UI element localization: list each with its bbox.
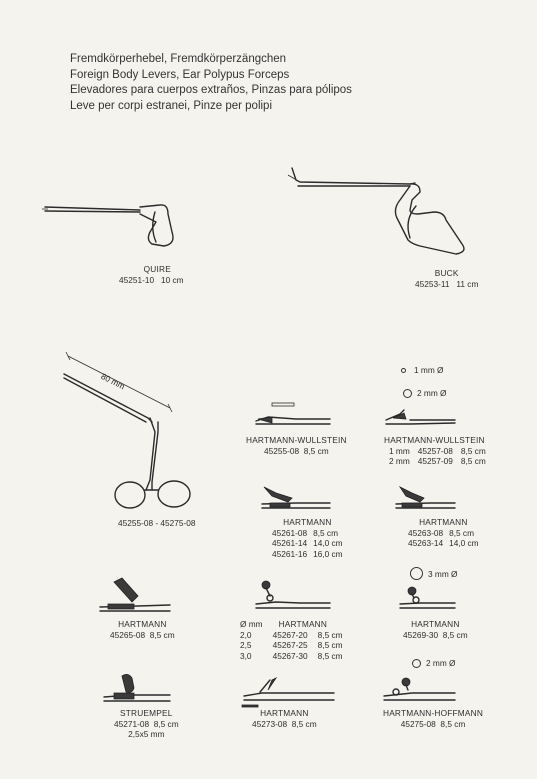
diameter-3mm-label: 3 mm Ø: [428, 568, 458, 579]
hartmann-1-caption: [272, 517, 343, 559]
h5-length: 8,5 cm: [442, 629, 468, 640]
diameter-2mm-label: 2 mm Ø: [417, 388, 447, 398]
struempel-tip: [104, 674, 170, 701]
hartmann-tip-2: [396, 487, 455, 508]
hw2-row1-code: 45257-08: [417, 445, 453, 456]
hw1-code: 45255-08: [264, 445, 300, 456]
title-german: Fremdkörperhebel, Fremdkörperzängchen: [70, 53, 287, 65]
h4-row3-length: 8,5 cm: [317, 650, 343, 661]
diameter-2mm-b-label: 2 mm Ø: [426, 658, 456, 668]
hartmann-wullstein-2-caption: [383, 435, 486, 467]
h6-code: 45273-08: [252, 718, 288, 729]
hartmann-tip-4: [256, 581, 330, 608]
scissor-range-caption: 45255-08 - 45275-08: [118, 518, 196, 528]
hw2-row2-size: 2 mm: [389, 456, 410, 467]
h3-code: 45265-08: [110, 629, 146, 640]
h1-name: HARTMANN: [283, 517, 332, 527]
h1-row3-length: 16,0 cm: [313, 548, 343, 559]
hw1-length: 8,5 cm: [303, 445, 329, 456]
hartmann-4-caption: [240, 619, 343, 661]
hartmann-5-caption: [403, 619, 468, 640]
hartmann-tip-5: [400, 587, 455, 608]
struempel-name: STRUEMPEL: [120, 708, 173, 718]
hartmann-hoffmann-caption: [383, 708, 483, 729]
h1-row1-code: 45261-08: [272, 527, 308, 538]
struempel-size: 2,5x5 mm: [128, 729, 165, 740]
h6-name: HARTMANN: [260, 708, 309, 718]
buck-code: 45253-11: [415, 278, 450, 289]
hw1-name: HARTMANN-WULLSTEIN: [246, 435, 347, 445]
struempel-code: 45271-08: [114, 718, 150, 729]
h1-row2-length: 14,0 cm: [313, 538, 343, 549]
h3-name: HARTMANN: [118, 619, 167, 629]
quire-name: QUIRE: [143, 264, 171, 274]
h4-row1-code: 45267-20: [272, 629, 308, 640]
hw2-row1-length: 8,5 cm: [460, 445, 486, 456]
hw2-row1-size: 1 mm: [389, 445, 410, 456]
h4-row3-size: 3,0: [240, 650, 252, 661]
buck-name: BUCK: [434, 268, 459, 278]
h4-diam-header: Ø mm: [240, 619, 263, 629]
buck-length: 11 cm: [456, 278, 479, 289]
hw2-row2-code: 45257-09: [417, 456, 453, 467]
h2-row2-code: 45263-14: [408, 538, 444, 549]
hartmann-tip-3: [100, 578, 170, 611]
hartmann-wullstein-1-caption: [246, 435, 347, 456]
title-english: Foreign Body Levers, Ear Polypus Forceps: [70, 68, 290, 81]
h2-row2-length: 14,0 cm: [449, 538, 479, 549]
hw2-name: HARTMANN-WULLSTEIN: [384, 435, 485, 445]
hartmann-hoffmann-tip: [384, 678, 455, 700]
title-spanish: Elevadores para cuerpos extraños, Pinzas para pólipos: [70, 84, 352, 96]
h2-row1-length: 8,5 cm: [449, 527, 474, 538]
hartmann-wullstein-tip-1: [256, 403, 330, 424]
diameter-1mm-label: 1 mm Ø: [414, 365, 444, 375]
h4-row2-code: 45267-25: [272, 640, 308, 651]
h1-row1-length: 8,5 cm: [313, 527, 338, 538]
struempel-length: 8,5 cm: [153, 718, 179, 729]
h1-row2-code: 45261-14: [272, 538, 308, 549]
hartmann-wullstein-tip-2: [386, 410, 455, 424]
quire-code: 45251-10: [119, 274, 155, 285]
hh-length: 8,5 cm: [440, 718, 466, 729]
h4-row1-length: 8,5 cm: [317, 629, 343, 640]
h2-row1-code: 45263-08: [408, 527, 444, 538]
hh-name: HARTMANN-HOFFMANN: [383, 708, 484, 718]
h4-row1-size: 2,0: [240, 629, 252, 640]
quire-length: 10 cm: [161, 274, 184, 285]
h3-length: 8,5 cm: [149, 629, 175, 640]
h4-name: HARTMANN: [278, 619, 328, 629]
h4-row2-size: 2,5: [240, 640, 252, 651]
hartmann-tip-1: [262, 487, 330, 508]
hartmann-2-caption: [408, 517, 479, 549]
h1-row3-code: 45261-16: [272, 548, 308, 559]
hw2-row2-length: 8,5 cm: [460, 456, 486, 467]
hartmann-tip-6: [242, 678, 334, 707]
struempel-caption: [114, 708, 179, 740]
hartmann-3-caption: [110, 619, 175, 640]
h6-length: 8,5 cm: [291, 718, 317, 729]
h4-row3-code: 45267-30: [272, 650, 308, 661]
h2-name: HARTMANN: [419, 517, 468, 527]
hh-code: 45275-08: [400, 718, 436, 729]
dimension-label: 80 mm: [99, 371, 127, 392]
h5-code: 45269-30: [403, 629, 439, 640]
h4-row2-length: 8,5 cm: [317, 640, 343, 651]
h5-name: HARTMANN: [411, 619, 460, 629]
title-italian: Leve per corpi estranei, Pinze per polipi: [70, 99, 273, 112]
hartmann-6-caption: [252, 708, 317, 729]
